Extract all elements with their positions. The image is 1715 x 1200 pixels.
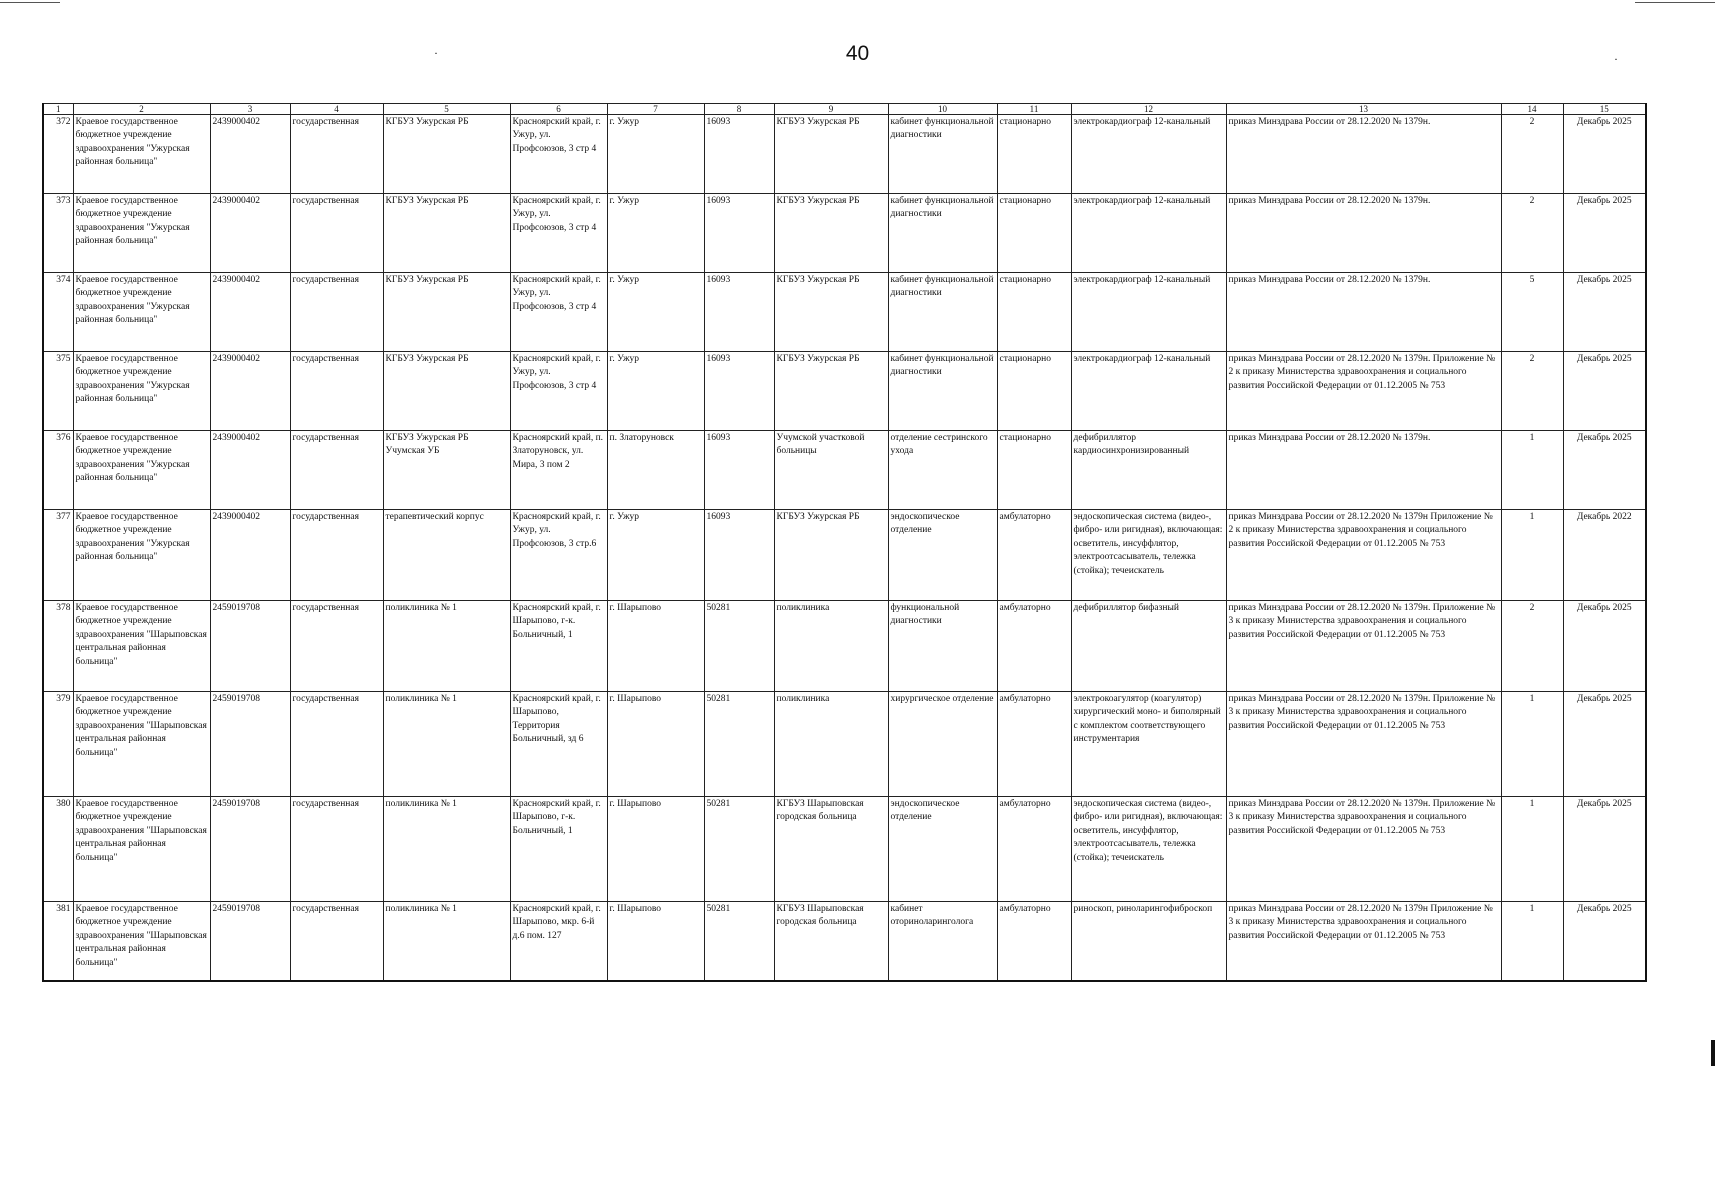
row-number: 373: [43, 194, 73, 273]
unit-name: КГБУЗ Ужурская РБ: [774, 352, 888, 431]
locality-cell: г. Ужур: [607, 510, 704, 601]
legal-basis: приказ Минздрава России от 28.12.2020 № 1379н.: [1226, 273, 1501, 352]
column-number: 6: [510, 104, 607, 115]
deadline-date: Декабрь 2025: [1563, 692, 1646, 797]
deadline-date: Декабрь 2025: [1563, 194, 1646, 273]
organization-name: Краевое государственное бюджетное учреждение здравоохранения "Ужурская районная больница": [73, 115, 210, 194]
care-form: стационарно: [997, 115, 1071, 194]
unit-name: КГБУЗ Шарыповская городская больница: [774, 902, 888, 982]
ownership-form: государственная: [290, 797, 383, 902]
care-form: стационарно: [997, 194, 1071, 273]
quantity: 2: [1501, 194, 1563, 273]
locality-cell: г. Ужур: [607, 273, 704, 352]
branch-name: КГБУЗ Ужурская РБ: [383, 352, 510, 431]
deadline-date: Декабрь 2025: [1563, 352, 1646, 431]
branch-name: поликлиника № 1: [383, 692, 510, 797]
locality-cell: г. Шарыпово: [607, 692, 704, 797]
inn-cell: 2439000402: [210, 273, 290, 352]
ownership-form: государственная: [290, 902, 383, 982]
equipment-name: электрокардиограф 12-канальный: [1071, 352, 1226, 431]
table-row: [43, 601, 1646, 692]
organization-name: Краевое государственное бюджетное учреждение здравоохранения "Ужурская районная больница": [73, 431, 210, 510]
department-name: кабинет функциональной диагностики: [888, 273, 997, 352]
inn-cell: 2439000402: [210, 352, 290, 431]
oktmo-code: 16093: [704, 194, 774, 273]
equipment-name: эндоскопическая система (видео-, фибро- или ригидная), включающая: осветитель, инсуффлятор, электроотсасыватель, тележка (стойка); течеискатель: [1071, 797, 1226, 902]
organization-name: Краевое государственное бюджетное учреждение здравоохранения "Ужурская районная больница": [73, 510, 210, 601]
column-number: 5: [383, 104, 510, 115]
equipment-name: риноскоп, риноларингофиброскоп: [1071, 902, 1226, 982]
care-form: амбулаторно: [997, 902, 1071, 982]
quantity: 2: [1501, 601, 1563, 692]
locality-cell: п. Златоруновск: [607, 431, 704, 510]
column-number: 8: [704, 104, 774, 115]
table-row: [43, 902, 1646, 982]
equipment-name: электрокоагулятор (коагулятор) хирургический моно- и биполярный с комплектом соответствующего инструментария: [1071, 692, 1226, 797]
unit-name: КГБУЗ Ужурская РБ: [774, 115, 888, 194]
page-number: 40: [845, 42, 870, 65]
registry-table: [42, 103, 1647, 982]
department-name: кабинет функциональной диагностики: [888, 352, 997, 431]
legal-basis: приказ Минздрава России от 28.12.2020 № 1379н.: [1226, 194, 1501, 273]
table-row: [43, 352, 1646, 431]
equipment-name: электрокардиограф 12-канальный: [1071, 273, 1226, 352]
legal-basis: приказ Минздрава России от 28.12.2020 № 1379н. Приложение № 3 к приказу Министерства здравоохранения и социального развития Российской Федерации от 01.12.2005 № 753: [1226, 601, 1501, 692]
address-cell: Красноярский край, г. Шарыпово, мкр. 6-й д.6 пом. 127: [510, 902, 607, 982]
quantity: 5: [1501, 273, 1563, 352]
address-cell: Красноярский край, г. Ужур, ул. Профсоюзов, 3 стр 4: [510, 115, 607, 194]
table-row: [43, 115, 1646, 194]
ownership-form: государственная: [290, 510, 383, 601]
oktmo-code: 16093: [704, 352, 774, 431]
inn-cell: 2459019708: [210, 797, 290, 902]
column-number: 10: [888, 104, 997, 115]
address-cell: Красноярский край, г. Шарыпово, г-к. Больничный, 1: [510, 797, 607, 902]
row-number: 378: [43, 601, 73, 692]
inn-cell: 2439000402: [210, 194, 290, 273]
legal-basis: приказ Минздрава России от 28.12.2020 № 1379н. Приложение № 3 к приказу Министерства здравоохранения и социального развития Российской Федерации от 01.12.2005 № 753: [1226, 797, 1501, 902]
ownership-form: государственная: [290, 115, 383, 194]
branch-name: поликлиника № 1: [383, 601, 510, 692]
care-form: стационарно: [997, 431, 1071, 510]
column-number: 14: [1501, 104, 1563, 115]
legal-basis: приказ Минздрава России от 28.12.2020 № 1379н.: [1226, 431, 1501, 510]
unit-name: КГБУЗ Ужурская РБ: [774, 273, 888, 352]
column-number: 3: [210, 104, 290, 115]
organization-name: Краевое государственное бюджетное учреждение здравоохранения "Шарыповская центральная районная больница": [73, 692, 210, 797]
table-row: [43, 692, 1646, 797]
row-number: 377: [43, 510, 73, 601]
scan-speck: ·: [1614, 52, 1618, 66]
branch-name: поликлиника № 1: [383, 797, 510, 902]
oktmo-code: 16093: [704, 273, 774, 352]
oktmo-code: 16093: [704, 115, 774, 194]
address-cell: Красноярский край, п. Златоруновск, ул. Мира, 3 пом 2: [510, 431, 607, 510]
inn-cell: 2459019708: [210, 601, 290, 692]
column-number: 7: [607, 104, 704, 115]
inn-cell: 2439000402: [210, 115, 290, 194]
branch-name: КГБУЗ Ужурская РБ: [383, 194, 510, 273]
deadline-date: Декабрь 2025: [1563, 601, 1646, 692]
legal-basis: приказ Минздрава России от 28.12.2020 № 1379н. Приложение № 3 к приказу Министерства здравоохранения и социального развития Российской Федерации от 01.12.2005 № 753: [1226, 692, 1501, 797]
oktmo-code: 16093: [704, 431, 774, 510]
legal-basis: приказ Минздрава России от 28.12.2020 № 1379н Приложение № 3 к приказу Министерства здравоохранения и социального развития Российской Федерации от 01.12.2005 № 753: [1226, 902, 1501, 982]
locality-cell: г. Шарыпово: [607, 902, 704, 982]
locality-cell: г. Шарыпово: [607, 601, 704, 692]
ownership-form: государственная: [290, 431, 383, 510]
organization-name: Краевое государственное бюджетное учреждение здравоохранения "Шарыповская центральная районная больница": [73, 797, 210, 902]
quantity: 1: [1501, 902, 1563, 982]
top-rule-right: [1635, 2, 1715, 3]
row-number: 376: [43, 431, 73, 510]
quantity: 1: [1501, 510, 1563, 601]
quantity: 2: [1501, 115, 1563, 194]
column-number: 2: [73, 104, 210, 115]
inn-cell: 2459019708: [210, 902, 290, 982]
legal-basis: приказ Минздрава России от 28.12.2020 № 1379н.: [1226, 115, 1501, 194]
deadline-date: Декабрь 2025: [1563, 431, 1646, 510]
department-name: функциональной диагностики: [888, 601, 997, 692]
quantity: 1: [1501, 431, 1563, 510]
ownership-form: государственная: [290, 601, 383, 692]
quantity: 2: [1501, 352, 1563, 431]
table-row: [43, 510, 1646, 601]
branch-name: КГБУЗ Ужурская РБ: [383, 115, 510, 194]
top-rule-left: [0, 2, 60, 3]
department-name: хирургическое отделение: [888, 692, 997, 797]
column-number-row: [43, 104, 1646, 115]
equipment-name: дефибриллятор бифазный: [1071, 601, 1226, 692]
address-cell: Красноярский край, г. Шарыпово, Территория Больничный, зд 6: [510, 692, 607, 797]
equipment-name: электрокардиограф 12-канальный: [1071, 194, 1226, 273]
table-row: [43, 797, 1646, 902]
branch-name: поликлиника № 1: [383, 902, 510, 982]
row-number: 372: [43, 115, 73, 194]
organization-name: Краевое государственное бюджетное учреждение здравоохранения "Ужурская районная больница": [73, 273, 210, 352]
locality-cell: г. Ужур: [607, 194, 704, 273]
unit-name: поликлиника: [774, 692, 888, 797]
equipment-name: электрокардиограф 12-канальный: [1071, 115, 1226, 194]
department-name: эндоскопическое отделение: [888, 797, 997, 902]
locality-cell: г. Шарыпово: [607, 797, 704, 902]
scan-speck: ·: [434, 46, 438, 60]
oktmo-code: 50281: [704, 601, 774, 692]
ownership-form: государственная: [290, 273, 383, 352]
care-form: амбулаторно: [997, 797, 1071, 902]
address-cell: Красноярский край, г. Ужур, ул. Профсоюзов, 3 стр 4: [510, 194, 607, 273]
row-number: 374: [43, 273, 73, 352]
column-number: 15: [1563, 104, 1646, 115]
inn-cell: 2439000402: [210, 510, 290, 601]
deadline-date: Декабрь 2025: [1563, 273, 1646, 352]
locality-cell: г. Ужур: [607, 115, 704, 194]
column-number: 13: [1226, 104, 1501, 115]
row-number: 379: [43, 692, 73, 797]
care-form: амбулаторно: [997, 601, 1071, 692]
department-name: кабинет функциональной диагностики: [888, 194, 997, 273]
inn-cell: 2459019708: [210, 692, 290, 797]
department-name: эндоскопическое отделение: [888, 510, 997, 601]
organization-name: Краевое государственное бюджетное учреждение здравоохранения "Ужурская районная больница": [73, 194, 210, 273]
department-name: кабинет функциональной диагностики: [888, 115, 997, 194]
legal-basis: приказ Минздрава России от 28.12.2020 № 1379н Приложение № 2 к приказу Министерства здравоохранения и социального развития Российской Федерации от 01.12.2005 № 753: [1226, 510, 1501, 601]
legal-basis: приказ Минздрава России от 28.12.2020 № 1379н. Приложение № 2 к приказу Министерства здравоохранения и социального развития Российской Федерации от 01.12.2005 № 753: [1226, 352, 1501, 431]
organization-name: Краевое государственное бюджетное учреждение здравоохранения "Ужурская районная больница": [73, 352, 210, 431]
address-cell: Красноярский край, г. Ужур, ул. Профсоюзов, 3 стр 4: [510, 273, 607, 352]
oktmo-code: 50281: [704, 692, 774, 797]
row-number: 375: [43, 352, 73, 431]
address-cell: Красноярский край, г. Ужур, ул. Профсоюзов, 3 стр.6: [510, 510, 607, 601]
care-form: стационарно: [997, 273, 1071, 352]
organization-name: Краевое государственное бюджетное учреждение здравоохранения "Шарыповская центральная районная больница": [73, 601, 210, 692]
branch-name: КГБУЗ Ужурская РБ Учумская УБ: [383, 431, 510, 510]
unit-name: КГБУЗ Ужурская РБ: [774, 510, 888, 601]
equipment-name: эндоскопическая система (видео-, фибро- или ригидная), включающая: осветитель, инсуффлятор, электроотсасыватель, тележка (стойка); течеискатель: [1071, 510, 1226, 601]
row-number: 380: [43, 797, 73, 902]
table-row: [43, 194, 1646, 273]
deadline-date: Декабрь 2022: [1563, 510, 1646, 601]
table-row: [43, 273, 1646, 352]
deadline-date: Декабрь 2025: [1563, 797, 1646, 902]
column-number: 1: [43, 104, 73, 115]
care-form: амбулаторно: [997, 510, 1071, 601]
address-cell: Красноярский край, г. Ужур, ул. Профсоюзов, 3 стр 4: [510, 352, 607, 431]
unit-name: Учумской участковой больницы: [774, 431, 888, 510]
quantity: 1: [1501, 692, 1563, 797]
ownership-form: государственная: [290, 692, 383, 797]
deadline-date: Декабрь 2025: [1563, 902, 1646, 982]
ownership-form: государственная: [290, 194, 383, 273]
care-form: амбулаторно: [997, 692, 1071, 797]
oktmo-code: 16093: [704, 510, 774, 601]
unit-name: поликлиника: [774, 601, 888, 692]
deadline-date: Декабрь 2025: [1563, 115, 1646, 194]
ownership-form: государственная: [290, 352, 383, 431]
scan-edge-mark: [1711, 1040, 1715, 1066]
row-number: 381: [43, 902, 73, 982]
department-name: кабинет оториноларинголога: [888, 902, 997, 982]
inn-cell: 2439000402: [210, 431, 290, 510]
column-number: 12: [1071, 104, 1226, 115]
organization-name: Краевое государственное бюджетное учреждение здравоохранения "Шарыповская центральная районная больница": [73, 902, 210, 982]
oktmo-code: 50281: [704, 797, 774, 902]
care-form: стационарно: [997, 352, 1071, 431]
equipment-name: дефибриллятор кардиосинхронизированный: [1071, 431, 1226, 510]
unit-name: КГБУЗ Шарыповская городская больница: [774, 797, 888, 902]
table-row: [43, 431, 1646, 510]
column-number: 11: [997, 104, 1071, 115]
locality-cell: г. Ужур: [607, 352, 704, 431]
oktmo-code: 50281: [704, 902, 774, 982]
quantity: 1: [1501, 797, 1563, 902]
branch-name: КГБУЗ Ужурская РБ: [383, 273, 510, 352]
unit-name: КГБУЗ Ужурская РБ: [774, 194, 888, 273]
column-number: 4: [290, 104, 383, 115]
department-name: отделение сестринского ухода: [888, 431, 997, 510]
address-cell: Красноярский край, г. Шарыпово, г-к. Больничный, 1: [510, 601, 607, 692]
column-number: 9: [774, 104, 888, 115]
branch-name: терапевтический корпус: [383, 510, 510, 601]
